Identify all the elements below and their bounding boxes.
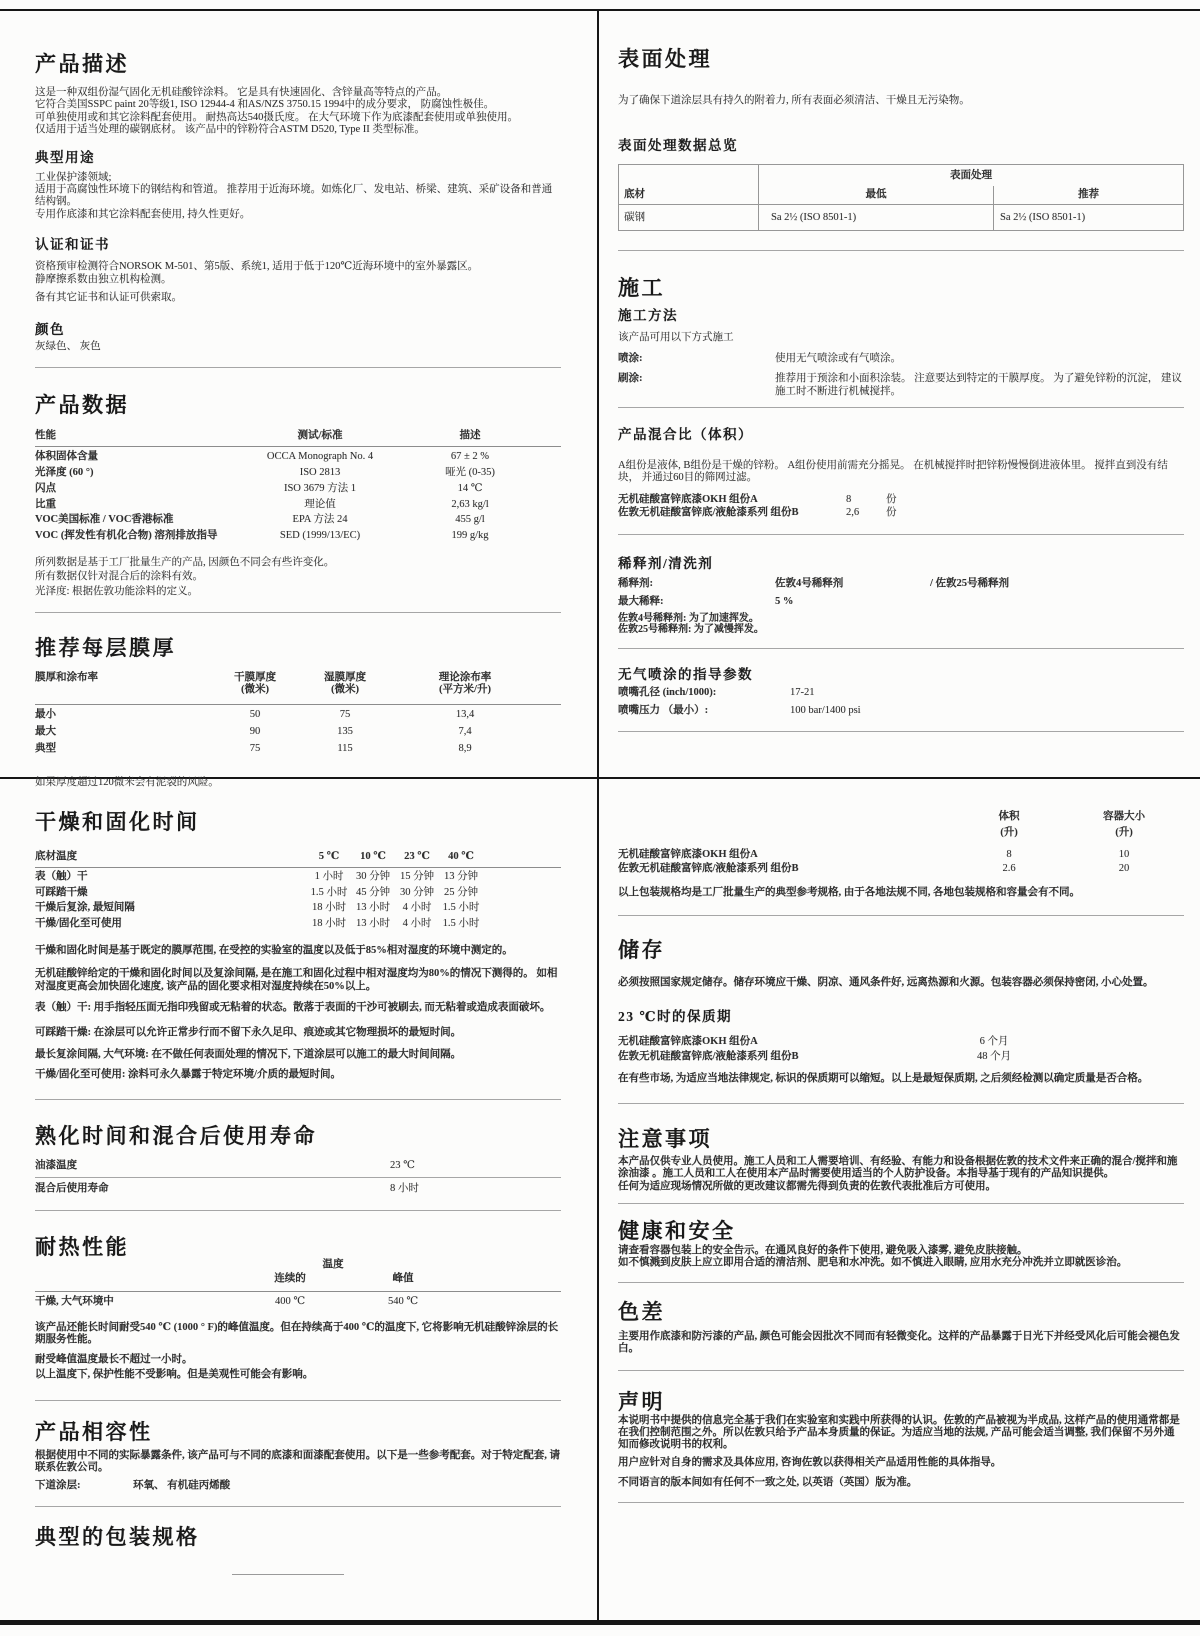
table-row <box>35 499 561 511</box>
row-value: 8 小时 <box>390 1183 419 1195</box>
spray-label: 喷涂: <box>618 352 643 364</box>
drying-paragraph: 表（触）干: 用手指轻压面无指印残留或无粘着的状态。散落于表面的干沙可被刷去, 而无粘着或造成表面破坏。 <box>35 1002 551 1014</box>
substrate-value: 碳钢 <box>619 205 759 230</box>
minimum-value: Sa 2½ (ISO 8501-1) <box>759 205 994 230</box>
colors-value: 灰绿色、 灰色 <box>35 341 101 353</box>
column-header: 底材温度 <box>35 851 77 862</box>
section-divider <box>618 250 1184 251</box>
drying-paragraph: 无机硅酸锌给定的干燥和固化时间以及复涂间隔, 是在施工和固化过程中相对湿度均为80%的情况下测得的。 如相对湿度更高会加快固化速度, 该产品的固化要求相对湿度持续在50%以上。 <box>35 968 558 992</box>
subsection-title-colors: 颜色 <box>35 322 65 338</box>
property-name: 闪点 <box>35 482 56 494</box>
subsection-title-mixing-ratio: 产品混合比（体积） <box>618 427 753 443</box>
section-title-surface-preparation: 表面处理 <box>618 47 712 71</box>
section-divider <box>35 1506 561 1507</box>
column-header: 湿膜厚度 (微米) <box>324 671 366 696</box>
section-divider <box>618 534 1184 535</box>
section-divider <box>35 1099 561 1100</box>
row-label: 油漆温度 <box>35 1159 77 1171</box>
storage-paragraph: 必须按照国家规定储存。储存环境应干燥、阴凉、通风条件好, 远离热源和火源。包装容器必须保持密闭, 小心处置。 <box>618 977 1154 989</box>
thinner-value-alt: / 佐敦25号稀释剂 <box>930 577 1010 589</box>
disclaimer-paragraph: 本说明书中提供的信息完全基于我们在实验室和实践中所获得的认识。佐敦的产品被视为半成品, 这样产品的使用通常都是在我们控制范围之外。所以佐敦只给予产品本身质量的保证。为适应当地的法规, 产品可能会适当调整, 我们保留不另外通知而修改说明书的权利。 <box>618 1414 1180 1451</box>
disclaimer-paragraph: 用户应针对自身的需求及具体应用, 咨询佐敦以获得相关产品适用性能的具体指导。 <box>618 1456 1002 1468</box>
section-title-pot-life: 熟化时间和混合后使用寿命 <box>35 1123 317 1148</box>
section-divider <box>618 731 1184 732</box>
section-title-disclaimer: 声明 <box>618 1389 665 1414</box>
section-divider <box>35 367 561 368</box>
section-divider <box>618 1203 1184 1204</box>
caution-paragraph: 本产品仅供专业人员使用。施工人员和工人需要培训、有经验、有能力和设备根据佐敦的技术文件来正确的混合/搅拌和施涂油漆 。施工人员和工人在使用本产品时需要使用适当的个人防护设备。本指导基于现有的产品知识提供。 <box>618 1155 1178 1180</box>
drying-table <box>35 851 561 930</box>
brush-label: 刷涂: <box>618 373 643 385</box>
component-name: 佐敦无机硅酸富锌底/液舱漆系列 组份B <box>618 507 799 519</box>
table-row: 佐敦无机硅酸富锌底/液舱漆系列 组份B 2.6 20 <box>618 863 1130 875</box>
product-data-table <box>35 430 561 543</box>
column-header: 最低 <box>759 186 994 204</box>
table-header-row <box>35 1273 561 1291</box>
drying-paragraph: 最长复涂间隔, 大气环境: 在不做任何表面处理的情况下, 下道涂层可以施工的最大时间间隔。 <box>35 1049 462 1061</box>
subsection-title-application-methods: 施工方法 <box>618 308 678 324</box>
test-standard: SED (1999/13/EC) <box>279 530 361 542</box>
table-span-header-row <box>619 165 1183 186</box>
spray-text: 使用无气喷涂或有气喷涂。 <box>775 352 901 364</box>
column-header: 40 ℃ <box>448 851 474 862</box>
pressure-label: 喷嘴压力 （最小）: <box>618 704 709 716</box>
property-name: 比重 <box>35 498 56 510</box>
column-header: 体积 (升) <box>998 811 1020 839</box>
subsection-title-typical-use: 典型用途 <box>35 149 95 165</box>
typical-use-line: 工业保护漆领域; <box>35 171 112 183</box>
property-name: 光泽度 (60 °) <box>35 466 94 478</box>
section-divider <box>618 1502 1184 1503</box>
mixing-row <box>618 494 1184 506</box>
component-name: 无机硅酸富锌底漆OKH 组份A <box>618 493 758 505</box>
section-divider <box>618 1103 1184 1104</box>
section-title-caution: 注意事项 <box>618 1126 712 1151</box>
component-unit: 份 <box>886 493 897 505</box>
test-standard: 理论值 <box>304 498 336 510</box>
nozzle-value: 17-21 <box>790 687 815 699</box>
certificates-note: 备有其它证书和认证可供索取。 <box>35 292 182 304</box>
compatibility-paragraph: 根据使用中不同的实际暴露条件, 该产品可与不同的底漆和面漆配套使用。以下是一些参考配套。对于特定配套, 请联系佐敦公司。 <box>35 1449 560 1473</box>
table-row <box>35 483 561 495</box>
scan-artifact-line <box>232 1574 344 1575</box>
column-header: 峰值 <box>392 1273 414 1285</box>
table-row <box>619 205 1183 230</box>
property-value: 455 g/l <box>455 514 485 526</box>
pressure-value: 100 bar/1400 psi <box>790 704 861 716</box>
product-data-note: 所有数据仅针对混合后的涂料有效。 <box>35 571 203 583</box>
film-thickness-table <box>35 672 561 756</box>
group-header: 温度 <box>322 1258 344 1270</box>
column-header: 测试/标准 <box>297 429 343 441</box>
description-line: 这是一种双组份湿气固化无机硅酸锌涂料。 它是具有快速固化、含锌量高等特点的产品。 <box>35 87 448 98</box>
packing-table <box>618 811 1184 876</box>
mixing-row <box>618 507 1184 519</box>
table-row <box>35 1296 561 1308</box>
table-row: 最大 90 135 7,4 <box>35 726 472 738</box>
property-name: VOC (挥发性有机化合物) 溶剂排放指导 <box>35 530 218 542</box>
brush-row <box>618 373 1184 398</box>
section-title-compatibility: 产品相容性 <box>35 1419 153 1444</box>
column-header: 10 ℃ <box>360 851 386 862</box>
section-title-color-variation: 色差 <box>618 1299 665 1324</box>
subsection-title-thinner: 稀释剂/清洗剂 <box>618 555 714 571</box>
column-header: 5 ℃ <box>318 851 340 862</box>
column-header: 理论涂布率 (平方米/升) <box>438 671 492 696</box>
section-divider <box>618 407 1184 408</box>
property-value: 2,63 kg/l <box>451 498 489 510</box>
description-line: 它符合美国SSPC paint 20等级1, ISO 12944-4 和AS/NZS 3750.15 1994中的成分要求， 防腐蚀性极佳。 <box>35 99 495 111</box>
span-header: 表面处理 <box>950 169 992 181</box>
thinner-note: 佐敦4号稀释剂: 为了加速挥发。 <box>618 613 759 625</box>
certificates-line: 资格预审检测符合NORSOK M-501、第5版、系统1, 适用于低于120℃近海环境中的室外暴露区。 <box>35 261 479 273</box>
nozzle-row <box>618 687 1184 699</box>
typical-use-line: 专用作底漆和其它涂料配套使用, 持久性更好。 <box>35 208 251 220</box>
subsection-title-certificates: 认证和证书 <box>35 237 110 253</box>
table-header-row <box>35 430 561 447</box>
next-coat-value: 环氧、 有机硅丙烯酸 <box>133 1480 231 1492</box>
health-paragraph: 如不慎溅到皮肤上应立即用合适的清洁剂、肥皂和水冲洗。如不慎进入眼睛, 应用水充分冲洗并立即就医诊治。 <box>618 1257 1128 1269</box>
table-row: 干燥后复涂, 最短间隔 18 小时 13 小时 4 小时 1.5 小时 <box>35 902 480 914</box>
property-value: 哑光 (0-35) <box>445 466 495 478</box>
heat-resistance-table <box>35 1259 561 1308</box>
section-title-product-data: 产品数据 <box>35 392 129 417</box>
product-data-note: 光泽度: 根据佐敦功能涂料的定义。 <box>35 585 199 597</box>
section-divider <box>618 915 1184 916</box>
pressure-row <box>618 705 1184 717</box>
section-title-storage: 储存 <box>618 938 665 963</box>
section-title-heat-resistance: 耐热性能 <box>35 1234 129 1259</box>
column-header: 性能 <box>35 429 56 441</box>
test-standard: EPA 方法 24 <box>292 514 348 526</box>
subsection-title-shelf-life: 23 ℃时的保质期 <box>618 1009 733 1025</box>
shelf-life-table <box>618 1036 1184 1063</box>
page-4 <box>599 779 1200 1619</box>
property-value: 67 ± 2 % <box>450 450 490 462</box>
packing-note: 以上包装规格均是工厂批量生产的典型参考规格, 由于各地法规不同, 各地包装规格和容量会有不同。 <box>618 886 1080 898</box>
column-header: 容器大小 (升) <box>1103 811 1145 839</box>
component-ratio: 2,6 <box>846 507 860 519</box>
heat-paragraph: 耐受峰值温度最长不超过一小时。 <box>35 1353 193 1365</box>
table-row <box>35 514 561 526</box>
section-title-application: 施工 <box>618 276 665 301</box>
color-variation-paragraph: 主要用作底漆和防污漆的产品, 颜色可能会因批次不同而有轻微变化。这样的产品暴露于日光下并经受风化后可能会褪色发白。 <box>618 1330 1180 1355</box>
table-header-row <box>35 672 561 705</box>
table-row: 典型 75 115 8,9 <box>35 743 472 755</box>
row-label: 混合后使用寿命 <box>35 1183 109 1195</box>
next-coat-label: 下道涂层: <box>35 1480 81 1492</box>
test-standard: ISO 2813 <box>299 466 341 478</box>
disclaimer-paragraph: 不同语言的版本间如有任何不一致之处, 以英语（英国）版为准。 <box>618 1477 918 1489</box>
next-coat-row <box>35 1480 561 1492</box>
column-header: 底材 <box>619 186 759 204</box>
property-value: 199 g/kg <box>451 530 489 542</box>
table-row <box>35 530 561 542</box>
table-row: 干燥/固化至可使用 18 小时 13 小时 4 小时 1.5 小时 <box>35 917 480 929</box>
thinner-label: 稀释剂: <box>618 577 653 589</box>
thinner-row <box>618 578 1184 590</box>
column-header: 连续的 <box>274 1273 306 1285</box>
certificates-line: 静摩擦系数由独立机构检测。 <box>35 273 172 285</box>
mixing-intro: A组份是液体, B组份是干燥的锌粉。 A组份使用前需充分摇晃。 在机械搅拌时把锌粉慢慢倒进液体里。 搅拌直到没有结块， 并通过60目的筛网过滤。 <box>618 460 1168 484</box>
recommended-value: Sa 2½ (ISO 8501-1) <box>1000 211 1086 223</box>
health-paragraph: 请查看容器包装上的安全告示。在通风良好的条件下使用, 避免吸入漆雾, 避免皮肤接触。 <box>618 1244 1028 1256</box>
section-title-film-thickness: 推荐每层膜厚 <box>35 635 176 660</box>
description-line: 可单独使用或和其它涂料配套使用。 耐热高达540摄氏度。 在大气环境下作为底漆配套使用或单独使用。 <box>35 111 518 123</box>
thinner-note: 佐敦25号稀释剂: 为了减慢挥发。 <box>618 624 764 636</box>
section-divider <box>35 1400 561 1401</box>
column-header: 推荐 <box>1078 189 1099 201</box>
component-unit: 份 <box>886 507 897 519</box>
section-divider <box>35 1210 561 1211</box>
max-thinning-label: 最大稀释: <box>618 596 664 608</box>
test-standard: OCCA Monograph No. 4 <box>266 450 374 462</box>
section-title-drying-time: 干燥和固化时间 <box>35 810 200 834</box>
drying-paragraph: 可踩踏干燥: 在涂层可以允许正常步行而不留下永久足印、痕迹或其它物理损坏的最短时间。 <box>35 1026 462 1038</box>
table-row: 可踩踏干燥 1.5 小时 45 分钟 30 分钟 25 分钟 <box>35 886 479 898</box>
table-header-row <box>618 811 1184 840</box>
table-row: 佐敦无机硅酸富锌底/液舱漆系列 组份B 48 个月 <box>618 1050 1012 1062</box>
page-border-bottom <box>0 1620 1200 1625</box>
surface-intro: 为了确保下道涂层具有持久的附着力, 所有表面必须清洁、干燥且无污染物。 <box>618 95 970 106</box>
surface-preparation-table <box>618 164 1184 231</box>
pot-life-table <box>35 1157 561 1200</box>
heat-paragraph: 以上温度下, 保护性能不受影响。但是美观性可能会有影响。 <box>35 1369 314 1381</box>
column-header: 干膜厚度 (微米) <box>234 671 276 696</box>
drying-paragraph: 干燥/固化至可使用: 涂料可永久暴露于特定环境/介质的最短时间。 <box>35 1069 341 1081</box>
component-ratio: 8 <box>846 493 852 505</box>
table-row: 无机硅酸富锌底漆OKH 组份A 6 个月 <box>618 1036 1009 1048</box>
caution-paragraph: 任何为适应现场情况所做的更改建议都需先得到负责的佐敦代表批准后方可使用。 <box>618 1181 996 1193</box>
film-thickness-note: 如果厚度超过120微米会有泥裂的风险。 <box>35 777 219 789</box>
column-header: 23 ℃ <box>404 851 430 862</box>
page-3 <box>0 779 597 1619</box>
page-2 <box>599 10 1200 776</box>
table-row: 表（触）干 1 小时 30 分钟 15 分钟 13 分钟 <box>35 871 479 883</box>
row-label: 干燥, 大气环境中 <box>35 1295 114 1307</box>
test-standard: ISO 3679 方法 1 <box>283 482 357 494</box>
application-intro: 该产品可用以下方式施工 <box>618 332 734 344</box>
table-row <box>35 1157 561 1178</box>
description-line: 仅适用于适当处理的碳钢底材。 该产品中的锌粉符合ASTM D520, Type II 类型标准。 <box>35 124 425 136</box>
row-value: 23 ℃ <box>390 1159 415 1171</box>
column-header: 描述 <box>459 429 481 441</box>
section-divider <box>618 1370 1184 1371</box>
subsection-title-surface-summary: 表面处理数据总览 <box>618 138 738 154</box>
table-row <box>35 451 561 463</box>
spray-row <box>618 353 1184 365</box>
table-row: 无机硅酸富锌底漆OKH 组份A 8 10 <box>618 848 1130 860</box>
section-title-packing: 典型的包装规格 <box>35 1524 200 1549</box>
property-name: VOC美国标准 / VOC香港标准 <box>35 514 174 526</box>
table-header-row <box>619 186 1183 205</box>
max-thinning-value: 5 % <box>775 596 794 608</box>
drying-paragraph: 干燥和固化时间是基于既定的膜厚范围, 在受控的实验室的温度以及低于85%相对湿度的环境中测定的。 <box>35 945 513 957</box>
brush-text: 推荐用于预涂和小面积涂装。 注意要达到特定的干膜厚度。 为了避免锌粉的沉淀， 建议施工时不断进行机械搅拌。 <box>775 373 1182 397</box>
table-row <box>35 467 561 479</box>
typical-use-line: 适用于高腐蚀性环境下的钢结构和管道。 推荐用于近海环境。如炼化厂、发电站、桥梁、建筑、采矿设备和普通结构钢。 <box>35 184 553 208</box>
table-header-row <box>35 851 561 868</box>
column-header: 膜厚和涂布率 <box>35 671 98 683</box>
page-1 <box>0 10 597 789</box>
heat-paragraph: 该产品还能长时间耐受540 ℃ (1000 ° F)的峰值温度。但在持续高于400 ℃的温度下, 它将影响无机硅酸锌涂层的长期服务性能。 <box>35 1321 559 1346</box>
peak-value: 540 ℃ <box>387 1295 419 1307</box>
section-title-product-description: 产品描述 <box>35 52 129 76</box>
max-thinning-row <box>618 596 1184 608</box>
property-value: 14 ℃ <box>457 482 483 494</box>
continuous-value: 400 ℃ <box>274 1295 306 1307</box>
shelf-life-note: 在有些市场, 为适应当地法律规定, 标识的保质期可以缩短。以上是最短保质期, 之后须经检测以确定质量是否合格。 <box>618 1073 1149 1085</box>
thinner-value: 佐敦4号稀释剂 <box>775 577 844 589</box>
section-divider <box>618 1282 1184 1283</box>
table-row: 最小 50 75 13,4 <box>35 709 475 721</box>
section-divider <box>618 648 1184 649</box>
nozzle-label: 喷嘴孔径 (inch/1000): <box>618 687 717 699</box>
section-title-health-safety: 健康和安全 <box>618 1218 736 1243</box>
section-divider <box>35 612 561 613</box>
subsection-title-airless-spray: 无气喷涂的指导参数 <box>618 667 753 683</box>
table-row <box>35 1178 561 1199</box>
product-data-note: 所列数据是基于工厂批量生产的产品, 因颜色不同会有些许变化。 <box>35 556 335 568</box>
property-name: 体积固体含量 <box>35 450 98 462</box>
